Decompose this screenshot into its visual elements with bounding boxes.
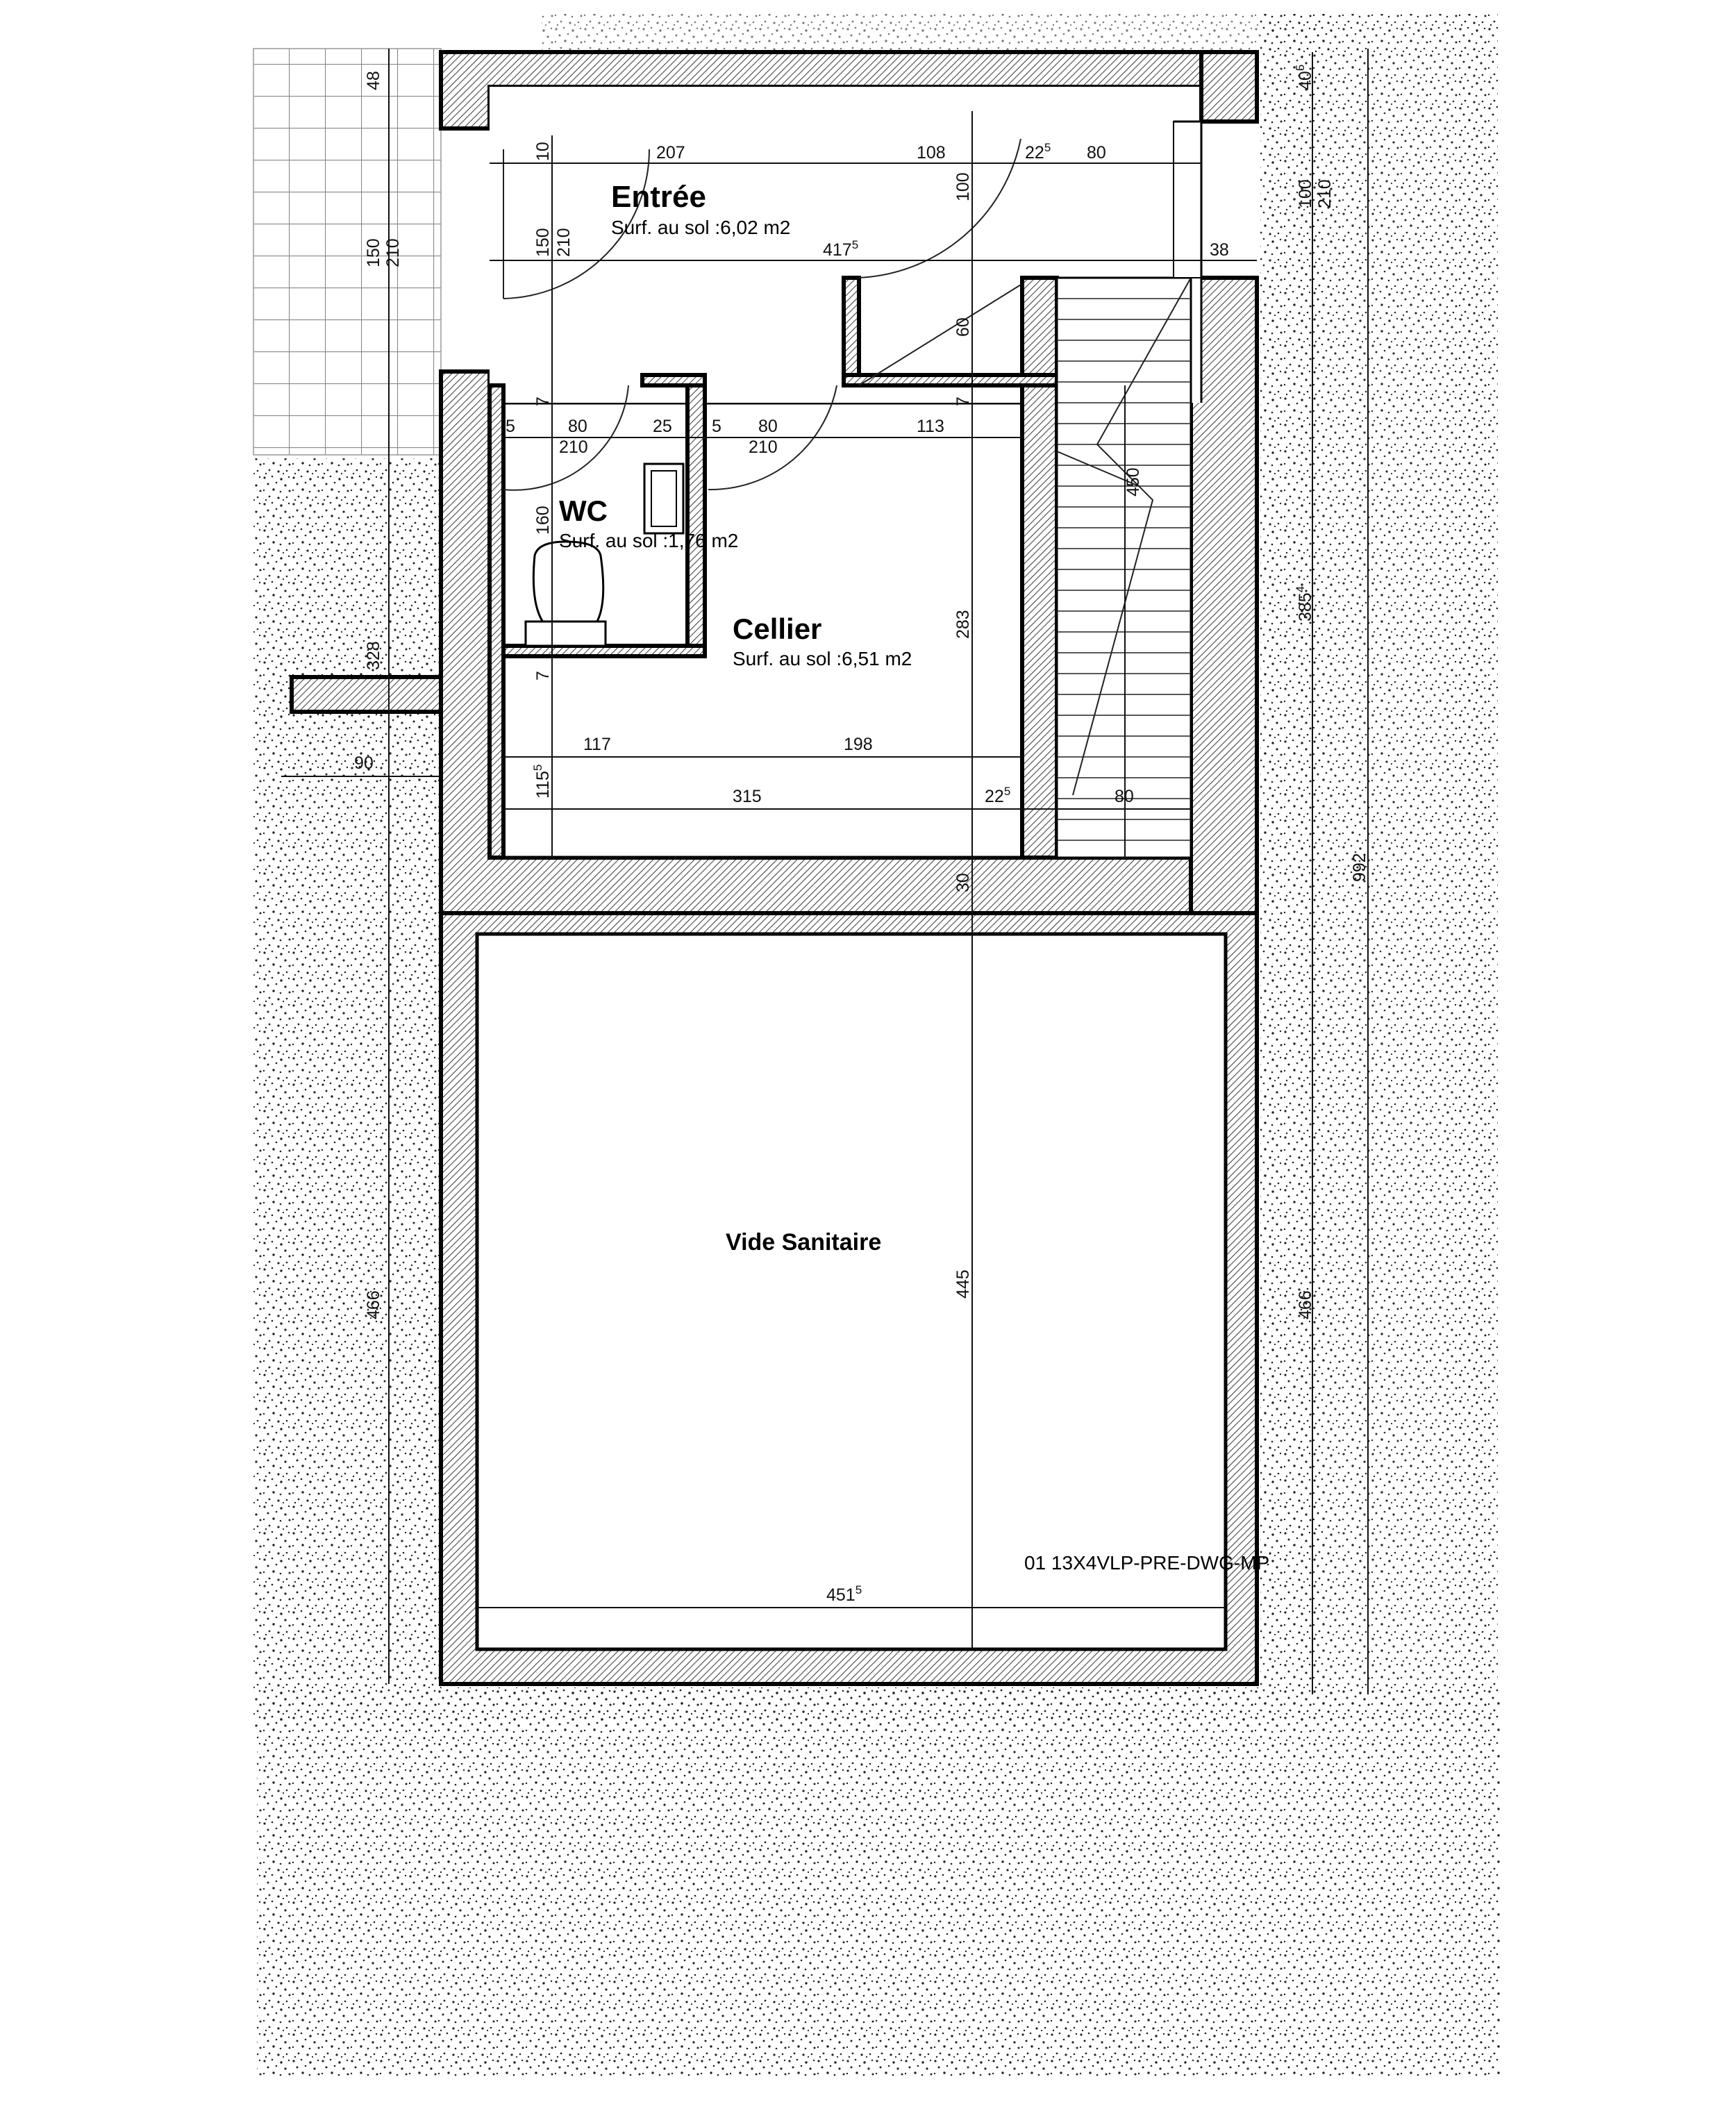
dim-90: 90: [354, 753, 374, 773]
dim-210-right: 210: [1315, 179, 1335, 208]
dim-108: 108: [917, 143, 946, 162]
dim-80-top: 80: [1087, 143, 1106, 162]
dim-207: 207: [656, 143, 685, 162]
dim-22-bottom: $22^5$: [985, 785, 1011, 806]
wc-partition-h: [503, 646, 705, 656]
dim-992: 992: [1350, 853, 1369, 882]
left-inner-wall: [490, 385, 503, 858]
dim-80-stair: 80: [1115, 787, 1134, 806]
dim-40: $40^5$: [1294, 64, 1315, 90]
dim-5-right: 5: [712, 417, 721, 436]
dim-417-superscript: 5: [851, 238, 859, 251]
room-name-wc: WC: [559, 494, 608, 527]
washbasin-icon: [644, 464, 683, 533]
dim-22-bottom-superscript: 5: [1003, 785, 1011, 798]
dim-445: 445: [953, 1269, 973, 1299]
top-right-wall: [1201, 52, 1257, 122]
dim-210-left: 210: [383, 238, 403, 267]
drawing-reference: 01 13X4VLP-PRE-DWG-MP: [1024, 1552, 1270, 1574]
dim-451-superscript: 5: [855, 1583, 862, 1596]
room-area-cellier: Surf. au sol :6,51 m2: [733, 648, 912, 669]
dim-22: $22^5$: [1025, 141, 1051, 162]
dim-210-cellier-door: 210: [749, 437, 778, 457]
dim-385-superscript: 4: [1294, 585, 1307, 593]
dim-328: 328: [364, 641, 383, 670]
dim-40-superscript: 5: [1294, 64, 1307, 72]
dim-25: 25: [653, 417, 672, 436]
dim-80-wc: 80: [568, 417, 587, 436]
stair-wall: [1022, 278, 1057, 858]
dim-283: 283: [953, 610, 973, 639]
dim-7-mid: 7: [533, 671, 553, 681]
dim-80-cellier: 80: [758, 417, 778, 436]
dim-5-left: 5: [506, 417, 515, 436]
dim-7-left: 7: [533, 397, 553, 406]
room-area-wc: Surf. au sol :1,76 m2: [559, 530, 739, 551]
dim-315: 315: [733, 787, 762, 806]
dim-385: $385^4$: [1294, 585, 1315, 622]
dim-115-superscript: 5: [531, 764, 544, 772]
dim-150-left: 150: [364, 238, 383, 267]
dim-466-left: 466: [364, 1290, 383, 1319]
dim-48: 48: [364, 71, 383, 90]
room-name-cellier: Cellier: [733, 612, 822, 645]
dim-198: 198: [844, 735, 873, 754]
partition-h: [844, 375, 1057, 385]
room-name-entree: Entrée: [611, 180, 706, 214]
side-beam: [292, 677, 441, 712]
dim-22-superscript: 5: [1044, 141, 1051, 154]
dim-113: 113: [917, 417, 944, 436]
dim-150-center: 150: [533, 228, 553, 257]
dim-451: $451^5$: [826, 1583, 862, 1605]
wc-top: [642, 375, 705, 385]
dim-10: 10: [533, 142, 553, 161]
dim-7-right: 7: [953, 397, 973, 406]
terrace-paving: [253, 49, 441, 455]
dim-30: 30: [953, 873, 973, 892]
dim-466-right: 466: [1296, 1290, 1315, 1319]
room-name-vide-sanitaire: Vide Sanitaire: [726, 1229, 882, 1256]
dim-115: $115^5$: [531, 764, 553, 799]
dim-100-right: 100: [1296, 179, 1315, 208]
dim-38: 38: [1210, 240, 1229, 260]
dim-100-center: 100: [953, 172, 973, 201]
dim-450: 450: [1124, 467, 1143, 497]
dim-160: 160: [533, 506, 553, 535]
wc-partition-v: [687, 378, 705, 656]
dim-417: $417^5$: [823, 238, 859, 260]
partition-top: [844, 278, 859, 382]
dim-117: 117: [583, 735, 611, 754]
dim-210-wc-door: 210: [559, 437, 588, 457]
dim-210-center: 210: [554, 228, 574, 257]
dim-60: 60: [953, 317, 973, 337]
room-area-entree: Surf. au sol :6,02 m2: [611, 217, 791, 238]
